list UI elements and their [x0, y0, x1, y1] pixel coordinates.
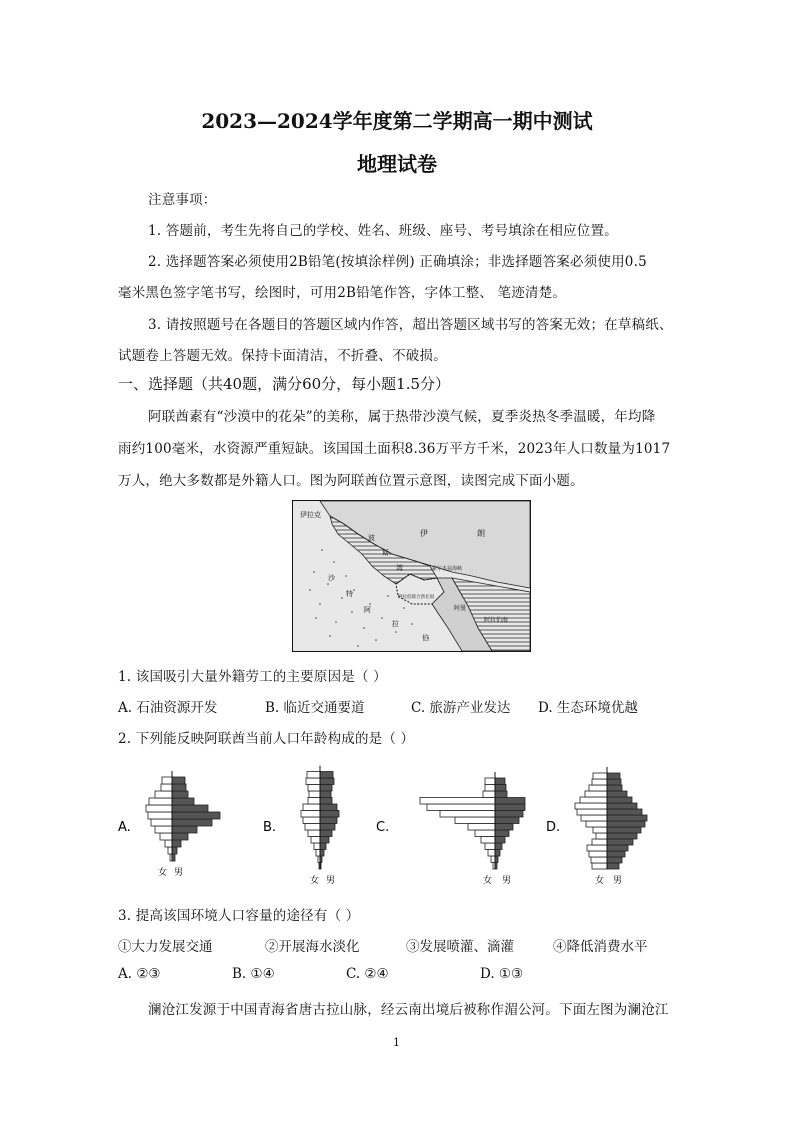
female-bar: [162, 777, 172, 784]
legend-female: 女: [483, 876, 493, 886]
map-label: 阿: [364, 606, 371, 614]
male-bar: [495, 824, 513, 831]
legend-male: 男: [613, 876, 623, 886]
female-bar: [303, 804, 320, 811]
population-pyramids: [110, 755, 690, 890]
female-bar: [488, 850, 495, 857]
male-bar: [495, 830, 509, 837]
map-label: 阿曼: [454, 605, 467, 612]
male-bar: [607, 815, 647, 821]
female-bar: [585, 791, 607, 797]
female-bar: [307, 772, 320, 779]
female-bar: [155, 791, 172, 798]
male-bar: [172, 819, 212, 826]
male-bar: [172, 805, 208, 812]
map-label: 波: [368, 534, 375, 542]
female-bar: [420, 798, 495, 805]
female-bar: [485, 785, 495, 792]
option-b[interactable]: B. ①④: [232, 966, 275, 982]
map-label: 沙: [328, 574, 335, 582]
male-bar: [172, 847, 177, 854]
map-label: 伊: [420, 529, 428, 538]
pyramid-option-label: C.: [376, 820, 390, 835]
map-label: 霍尔木兹海峡: [432, 566, 463, 572]
female-bar: [314, 843, 320, 850]
pyramid-option-label: B.: [263, 820, 277, 835]
exam-subtitle: 地理试卷: [357, 152, 437, 176]
male-bar: [320, 830, 332, 837]
male-bar: [495, 785, 506, 792]
male-bar: [607, 833, 637, 839]
male-bar: [172, 791, 188, 798]
male-bar: [495, 791, 507, 798]
female-bar: [485, 843, 495, 850]
female-bar: [301, 811, 320, 818]
male-bar: [607, 803, 637, 809]
male-bar: [495, 837, 505, 844]
female-bar: [308, 785, 320, 792]
map-label: 阿拉伯联合酋长国: [398, 595, 434, 600]
option-c[interactable]: C. 旅游产业发达: [411, 700, 511, 716]
passage-line: 澜沧江发源于中国青海省唐古拉山脉，经云南出境后被称作湄公河。下面左图为澜沧江: [148, 1002, 669, 1018]
female-bar: [149, 798, 172, 805]
female-bar: [586, 821, 607, 827]
male-bar: [320, 804, 337, 811]
male-bar: [172, 812, 220, 819]
question-stem: 1. 该国吸引大量外籍劳工的主要原因是（ ）: [118, 669, 387, 685]
statement-item: ②开展海水淡化: [265, 939, 360, 955]
male-bar: [607, 827, 641, 833]
male-bar: [495, 817, 519, 824]
female-bar: [151, 819, 172, 826]
legend-male: 男: [326, 876, 336, 886]
uae-location-map: [292, 500, 531, 652]
male-bar: [607, 863, 619, 869]
notice-heading: 注意事项：: [148, 192, 217, 208]
female-bar: [593, 773, 607, 779]
notice-line: 3. 请按照题号在各题目的答题区域内作答，超出答题区域书写的答案无效；在草稿纸、: [148, 317, 673, 333]
female-bar: [589, 785, 607, 791]
notice-line: 1. 答题前，考生先将自己的学校、姓名、班级、座号、考号填涂在相应位置。: [148, 223, 618, 239]
male-bar: [495, 811, 523, 818]
male-bar: [607, 779, 621, 785]
female-bar: [427, 804, 495, 811]
female-bar: [168, 847, 172, 854]
male-bar: [495, 778, 505, 785]
passage-line: 万人，绝大多数都是外籍人口。图为阿联酋位置示意图，读图完成下面小题。: [118, 473, 584, 489]
exam-title: 2023—2024学年度第二学期高一期中测试: [201, 109, 593, 133]
female-bar: [577, 809, 607, 815]
notice-line: 试题卷上答题无效。保持卡面清洁，不折叠、不破损。: [118, 348, 447, 364]
male-bar: [320, 824, 335, 831]
option-c[interactable]: C. ②④: [346, 966, 389, 982]
pyramid-option-label: A.: [118, 820, 131, 835]
male-bar: [495, 798, 525, 805]
female-bar: [593, 827, 607, 833]
pyramid-option-label: D.: [546, 820, 561, 835]
male-bar: [607, 785, 622, 791]
male-bar: [320, 791, 331, 798]
female-bar: [587, 845, 607, 851]
male-bar: [172, 826, 197, 833]
male-bar: [607, 845, 628, 851]
male-bar: [607, 851, 625, 857]
male-bar: [495, 850, 500, 857]
female-bar: [455, 817, 495, 824]
notice-line: 2. 选择题答案必须使用2B铅笔(按填涂样例) 正确填涂；非选择题答案必须使用0.5: [148, 254, 647, 270]
map-label: 斯: [382, 549, 389, 557]
female-bar: [481, 837, 495, 844]
female-bar: [589, 851, 607, 857]
option-a[interactable]: A. ②③: [118, 966, 161, 982]
female-bar: [161, 784, 172, 791]
question-stem: 3. 提高该国环境人口容量的途径有（ ）: [118, 908, 360, 924]
female-bar: [316, 850, 320, 857]
male-bar: [607, 791, 627, 797]
map-label: 伊拉克: [300, 511, 321, 519]
male-bar: [607, 839, 633, 845]
map-label: 拉: [392, 620, 399, 628]
option-a[interactable]: A. 石油资源开发: [118, 700, 218, 716]
map-label: 湾: [396, 564, 403, 572]
legend-female: 女: [595, 876, 605, 886]
female-bar: [305, 824, 320, 831]
female-bar: [485, 778, 495, 785]
female-bar: [580, 797, 607, 803]
male-bar: [320, 798, 332, 805]
legend-female: 女: [310, 876, 320, 886]
male-bar: [320, 778, 334, 785]
male-bar: [172, 784, 186, 791]
male-bar: [320, 837, 329, 844]
female-bar: [581, 815, 607, 821]
female-bar: [309, 791, 320, 798]
map-label: 阿拉伯海: [484, 617, 509, 624]
female-bar: [306, 778, 320, 785]
map-label: 特: [346, 590, 353, 598]
section-heading: 一、选择题（共40题，满分60分，每小题1.5分）: [118, 375, 451, 393]
male-bar: [320, 817, 337, 824]
passage-line: 阿联酋素有“沙漠中的花朵”的美称，属于热带沙漠气候，夏季炎热冬季温暖，年均降: [148, 409, 656, 425]
female-bar: [592, 779, 607, 785]
male-bar: [172, 840, 181, 847]
male-bar: [172, 798, 194, 805]
male-bar: [607, 797, 632, 803]
male-bar: [607, 821, 645, 827]
male-bar: [172, 777, 185, 784]
legend-female: 女: [158, 868, 168, 878]
female-bar: [160, 833, 172, 840]
female-bar: [475, 830, 495, 837]
female-bar: [308, 798, 320, 805]
female-bar: [146, 805, 172, 812]
female-bar: [468, 824, 495, 831]
female-bar: [308, 830, 320, 837]
passage-line: 雨约100毫米，水资源严重短缺。该国国土面积8.36万平方千米，2023年人口数量为1017: [118, 441, 671, 457]
map-label: 伯: [422, 634, 429, 642]
map-label: 朗: [477, 529, 485, 538]
female-bar: [483, 791, 495, 798]
female-bar: [575, 803, 607, 809]
male-bar: [320, 850, 324, 857]
option-d[interactable]: D. 生态环境优越: [538, 700, 638, 716]
statement-item: ①大力发展交通: [118, 939, 213, 955]
question-stem: 2. 下列能反映阿联酋当前人口年龄构成的是（ ）: [118, 731, 415, 747]
female-bar: [491, 856, 495, 863]
option-d[interactable]: D. ①③: [480, 966, 524, 982]
male-bar: [607, 773, 620, 779]
male-bar: [607, 857, 622, 863]
male-bar: [172, 833, 188, 840]
female-bar: [148, 812, 172, 819]
male-bar: [607, 809, 642, 815]
female-bar: [592, 839, 607, 845]
male-bar: [320, 772, 333, 779]
male-bar: [495, 843, 502, 850]
female-bar: [155, 826, 172, 833]
option-b[interactable]: B. 临近交通要道: [265, 700, 365, 716]
female-bar: [592, 863, 607, 869]
female-bar: [165, 840, 172, 847]
female-bar: [596, 833, 607, 839]
female-bar: [303, 817, 320, 824]
notice-line: 毫米黑色签字笔书写，绘图时，可用2B铅笔作答，字体工整、 笔迹清楚。: [118, 285, 567, 301]
female-bar: [591, 857, 607, 863]
male-bar: [320, 811, 339, 818]
page-number: 1: [393, 1036, 401, 1049]
legend-male: 男: [502, 876, 512, 886]
legend-male: 男: [174, 868, 184, 878]
male-bar: [320, 785, 332, 792]
male-bar: [320, 843, 326, 850]
statement-item: ④降低消费水平: [553, 939, 648, 955]
female-bar: [440, 811, 495, 818]
statement-item: ③发展喷灌、滴灌: [406, 939, 514, 955]
female-bar: [311, 837, 320, 844]
male-bar: [495, 804, 525, 811]
